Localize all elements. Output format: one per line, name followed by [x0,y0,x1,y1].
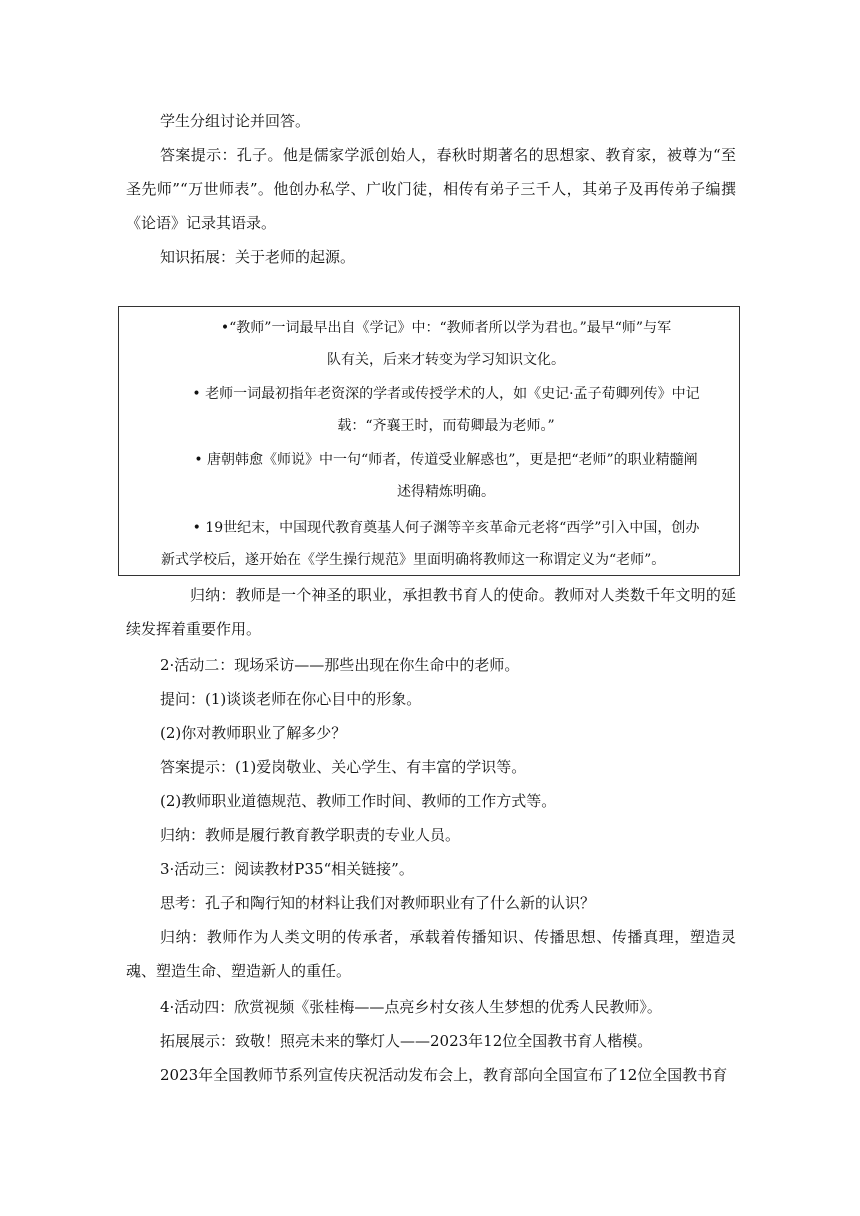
paragraph-activity-four: 4·活动四：欣赏视频《张桂梅——点亮乡村女孩人生梦想的优秀人民教师》。 [160,998,662,1016]
paragraph-activity-two: 2·活动二：现场采访——那些出现在你生命中的老师。 [160,656,520,674]
paragraph-summary-inheritor: 归纳：教师作为人类文明的传承者，承载着传播知识、传播思想、传播真理，塑造灵魂、塑造生命、塑造新人的重任。 [126,928,736,980]
box-line: 述得精炼明确。 [397,484,495,500]
box-line: •“教师”一词最早出自《学记》中：“教师者所以学为君也。”最早“师”与军 [220,320,672,336]
paragraph-knowledge-extension: 知识拓展：关于老师的起源。 [160,248,356,266]
teacher-origin-box [118,306,740,576]
paragraph-answer-one: 答案提示：(1)爱岗敬业、关心学生、有丰富的学识等。 [160,758,527,776]
box-line: 载：“齐襄王时，而荀卿最为老师。” [337,418,555,434]
box-line: • 唐朝韩愈《师说》中一句“师者，传道受业解惑也”，更是把“老师”的职业精髓阐 [194,452,698,468]
paragraph-extension-display: 拓展展示：致敬！照亮未来的擎灯人——2023年12位全国教书育人楷模。 [160,1032,653,1050]
paragraph-2023-announcement: 2023年全国教师节系列宣传庆祝活动发布会上，教育部向全国宣布了12位全国教书育 [160,1066,728,1084]
paragraph-question-two: (2)你对教师职业了解多少？ [160,724,347,742]
paragraph-thinking: 思考：孔子和陶行知的材料让我们对教师职业有了什么新的认识？ [160,894,596,912]
paragraph-summary-professional: 归纳：教师是履行教育教学职责的专业人员。 [160,826,461,844]
paragraph-summary-sacred: 归纳：教师是一个神圣的职业，承担教书育人的使命。教师对人类数千年文明的延续发挥着重要作用。 [126,586,736,638]
paragraph-answer-confucius: 答案提示：孔子。他是儒家学派创始人，春秋时期著名的思想家、教育家，被尊为“至圣先师”“万世师表”。他创办私学、广收门徒，相传有弟子三千人，其弟子及再传弟子编撰《论语》记录其语录。 [126,146,736,232]
box-line: • 老师一词最初指年老资深的学者或传授学术的人，如《史记·孟子荀卿列传》中记 [192,386,700,402]
paragraph-activity-three: 3·活动三：阅读教材P35“相关链接”。 [160,860,414,878]
paragraph-discussion: 学生分组讨论并回答。 [160,112,311,130]
paragraph-question-one: 提问：(1)谈谈老师在你心目中的形象。 [160,690,422,708]
paragraph-answer-two: (2)教师职业道德规范、教师工作时间、教师的工作方式等。 [160,792,557,810]
box-line: 新式学校后，遂开始在《学生操行规范》里面明确将教师这一称谓定义为“老师”。 [161,552,666,568]
box-line: • 19世纪末，中国现代教育奠基人何子渊等辛亥革命元老将“西学”引入中国，创办 [192,520,700,536]
box-line: 队有关，后来才转变为学习知识文化。 [327,352,565,368]
